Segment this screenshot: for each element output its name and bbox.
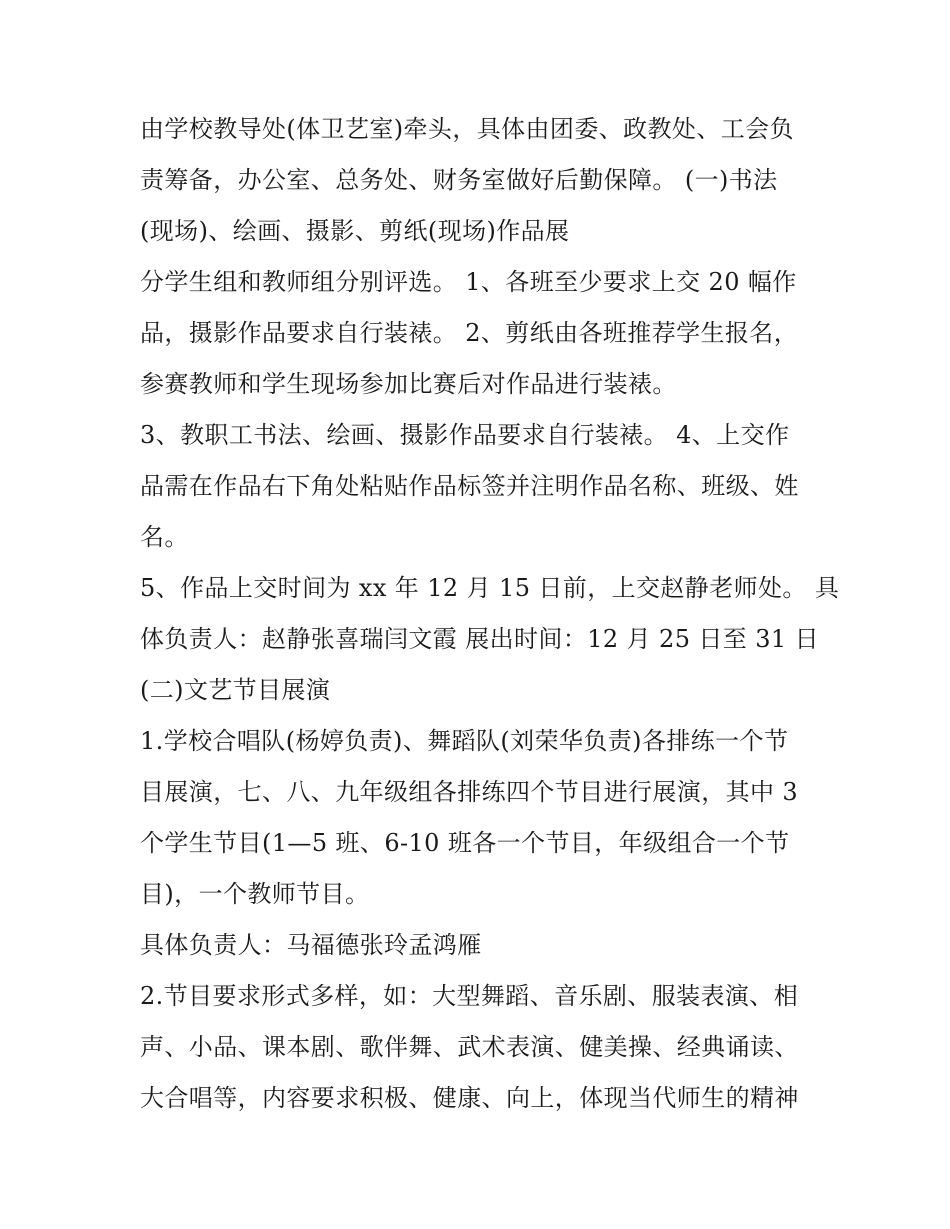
- text-line: 1.学校合唱队(杨婷负责)、舞蹈队(刘荣华负责)各排练一个节: [140, 727, 789, 755]
- text-line: 大合唱等，内容要求积极、健康、向上，体现当代师生的精神: [140, 1084, 799, 1112]
- text-line: 目)，一个教师节目。: [140, 880, 370, 908]
- text-line: 参赛教师和学生现场参加比赛后对作品进行装裱。: [140, 370, 677, 398]
- text-line: 责筹备，办公室、总务处、财务室做好后勤保障。 (一)书法: [140, 166, 778, 194]
- text-line: 品需在作品右下角处粘贴作品标签并注明作品名称、班级、姓: [140, 472, 799, 500]
- text-line: 个学生节目(1—5 班、6-10 班各一个节目，年级组合一个节: [140, 829, 790, 857]
- text-line: 分学生组和教师组分别评选。 1、各班至少要求上交 20 幅作: [140, 268, 797, 296]
- text-line: (现场)、绘画、摄影、剪纸(现场)作品展: [140, 217, 570, 245]
- text-line: 3、教职工书法、绘画、摄影作品要求自行装裱。 4、上交作: [140, 421, 790, 449]
- text-line: 5、作品上交时间为 xx 年 12 月 15 日前，上交赵静老师处。 具: [140, 574, 840, 602]
- text-line: 由学校教导处(体卫艺室)牵头，具体由团委、政教处、工会负: [140, 115, 794, 143]
- text-line: 目展演，七、八、九年级组各排练四个节目进行展演，其中 3: [140, 778, 799, 806]
- text-line: 品，摄影作品要求自行装裱。 2、剪纸由各班推荐学生报名，: [140, 319, 799, 347]
- document-body: [140, 104, 840, 1124]
- text-line: 名。: [140, 523, 189, 551]
- text-line: 2.节目要求形式多样，如：大型舞蹈、音乐剧、服装表演、相: [140, 982, 799, 1010]
- text-line: 具体负责人：马福德张玲孟鸿雁: [140, 931, 482, 959]
- text-line: 声、小品、课本剧、歌伴舞、武术表演、健美操、经典诵读、: [140, 1033, 799, 1061]
- text-line: 体负责人：赵静张喜瑞闫文霞 展出时间：12 月 25 日至 31 日: [140, 625, 819, 653]
- section-heading: (二)文艺节目展演: [140, 676, 331, 704]
